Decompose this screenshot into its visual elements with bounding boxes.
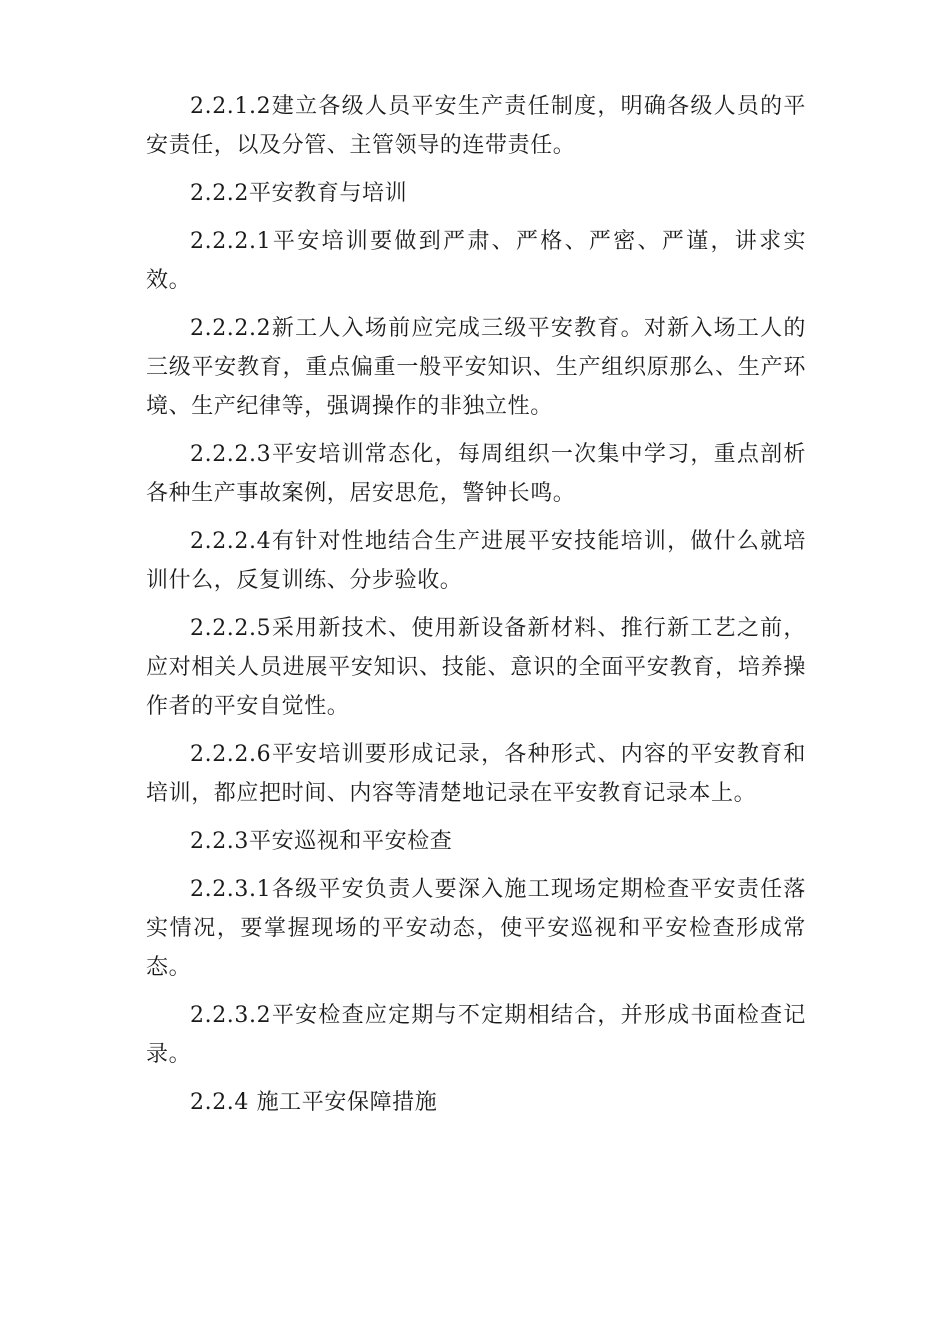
document-body [146,87,806,1131]
heading-2-2-3: 2.2.3平安巡视和平安检查 [190,829,453,854]
heading-2-2-2: 2.2.2平安教育与培训 [190,181,408,206]
paragraph-2-2-2-5: 2.2.2.5采用新技术、使用新设备新材料、推行新工艺之前，应对相关人员进展平安知识、技能、意识的全面平安教育，培养操作者的平安自觉性。 [146,616,806,719]
heading-2-2-4: 2.2.4 施工平安保障措施 [190,1090,438,1115]
paragraph-2-2-3-2: 2.2.3.2平安检查应定期与不定期相结合，并形成书面检查记录。 [146,1003,806,1067]
paragraph-2-2-2-2: 2.2.2.2新工人入场前应完成三级平安教育。对新入场工人的三级平安教育，重点偏重一般平安知识、生产组织原那么、生产环境、生产纪律等，强调操作的非独立性。 [146,316,806,419]
paragraph-2-2-3-1: 2.2.3.1各级平安负责人要深入施工现场定期检查平安责任落实情况，要掌握现场的平安动态，使平安巡视和平安检查形成常态。 [146,877,806,980]
paragraph-2-2-2-4: 2.2.2.4有针对性地结合生产进展平安技能培训，做什么就培训什么，反复训练、分步验收。 [146,529,806,593]
paragraph-2-2-1-2: 2.2.1.2建立各级人员平安生产责任制度，明确各级人员的平安责任，以及分管、主管领导的连带责任。 [146,94,806,158]
paragraph-2-2-2-6: 2.2.2.6平安培训要形成记录，各种形式、内容的平安教育和培训，都应把时间、内容等清楚地记录在平安教育记录本上。 [146,742,806,806]
paragraph-2-2-2-3: 2.2.2.3平安培训常态化，每周组织一次集中学习，重点剖析各种生产事故案例，居安思危，警钟长鸣。 [146,442,806,506]
paragraph-2-2-2-1: 2.2.2.1平安培训要做到严肃、严格、严密、严谨，讲求实效。 [146,229,806,293]
